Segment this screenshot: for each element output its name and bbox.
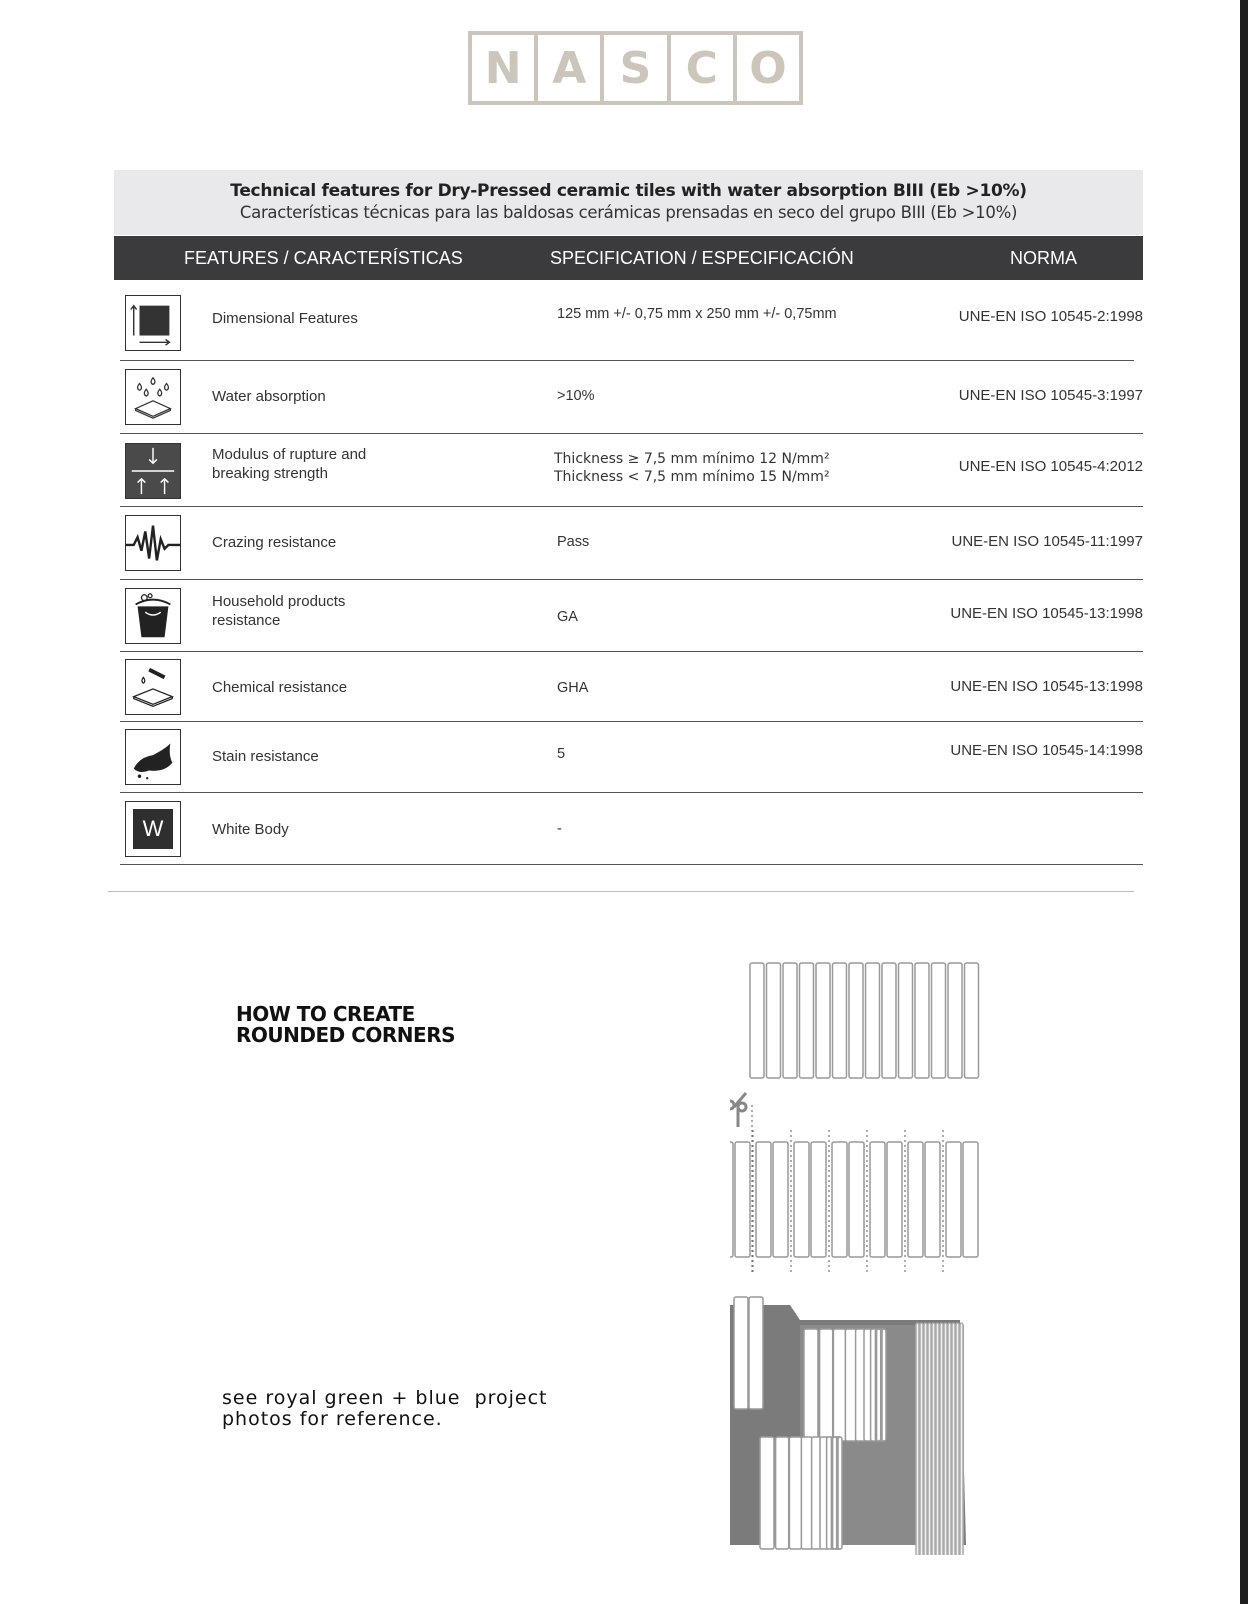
spec-value: GA [557, 609, 578, 625]
strip-tile [816, 963, 830, 1078]
reference-note [222, 1388, 548, 1430]
spec-value: GHA [557, 680, 589, 696]
strip-tile [811, 1142, 826, 1257]
strip-tile [832, 1142, 847, 1257]
strip-tile [794, 1142, 809, 1257]
header-specification: SPECIFICATION / ESPECIFICACIÓN [550, 248, 854, 268]
pressure-arrows-icon [125, 443, 181, 499]
chemical-dropper-icon [125, 659, 181, 715]
howto-heading [236, 1004, 455, 1046]
header-features: FEATURES / CARACTERÍSTICAS [184, 248, 463, 268]
norma-value: UNE-EN ISO 10545-4:2012 [958, 458, 1143, 475]
strip-tile-edge [916, 1323, 919, 1555]
strip-tile-edge [952, 1323, 955, 1555]
header-norma: NORMA [1010, 248, 1077, 268]
norma-value: UNE-EN ISO 10545-11:1997 [951, 533, 1143, 550]
table-row [120, 361, 1143, 434]
norma-value: UNE-EN ISO 10545-2:1998 [958, 308, 1143, 325]
stain-splash-icon [125, 729, 181, 785]
water-drops-icon [125, 369, 181, 425]
strip-tile [965, 963, 979, 1078]
strip-tile-edge [936, 1323, 939, 1555]
strip-tile-edge [944, 1323, 947, 1555]
table-row [120, 793, 1143, 865]
howto-line-1: HOW TO CREATE [236, 1002, 415, 1026]
feature-label: Household products resistance [212, 593, 346, 629]
strip-tile [882, 1329, 886, 1441]
strip-tile [749, 1297, 763, 1409]
strip-tile [849, 963, 863, 1078]
feature-label: Chemical resistance [212, 679, 348, 696]
page-edge-bar [1240, 0, 1248, 1604]
spec-value: 5 [557, 746, 566, 762]
feature-label: Stain resistance [212, 748, 319, 765]
title-spanish: Características técnicas para las baldosas cerámicas prensadas en seco del grupo BIII (Eb >10%) [239, 203, 1018, 222]
spec-value: 125 mm +/- 0,75 mm x 250 mm +/- 0,75mm [557, 306, 837, 322]
strip-tile [899, 963, 913, 1078]
strip-tile-edge [924, 1323, 927, 1555]
norma-value: UNE-EN ISO 10545-3:1997 [958, 387, 1143, 404]
strip-tile [849, 1142, 864, 1257]
strip-tile [866, 963, 880, 1078]
strip-tile [948, 963, 962, 1078]
strip-tile [882, 963, 896, 1078]
spec-value: Thickness < 7,5 mm mínimo 15 N/mm² [554, 469, 830, 485]
strip-tile-edge [960, 1323, 963, 1555]
note-line-2: photos for reference. [222, 1408, 443, 1430]
title-english: Technical features for Dry-Pressed ceramic tiles with water absorption BIII (Eb >10%) [230, 181, 1027, 201]
strip-tile [833, 1437, 837, 1549]
table-row [120, 722, 1143, 793]
strip-tile [760, 1437, 774, 1549]
strip-tile [783, 963, 797, 1078]
table-row [120, 434, 1143, 507]
strip-tile-edge [956, 1323, 959, 1555]
feature-label: Modulus of rupture and breaking strength [212, 446, 367, 482]
strip-tile [804, 1329, 818, 1441]
howto-line-2: ROUNDED CORNERS [236, 1023, 455, 1047]
strip-tile [800, 963, 814, 1078]
note-line-1: see royal green + blue project [222, 1387, 548, 1409]
strip-tile [915, 963, 929, 1078]
spec-value: Thickness ≥ 7,5 mm mínimo 12 N/mm² [554, 451, 830, 467]
feature-label: White Body [212, 821, 289, 838]
spec-value: - [557, 821, 562, 837]
strip-tile [820, 1329, 833, 1441]
feature-label: Water absorption [212, 388, 326, 405]
strip-tile [730, 1142, 733, 1257]
spec-value: >10% [557, 388, 595, 404]
table-row [120, 580, 1143, 652]
strip-tile-edge [928, 1323, 931, 1555]
norma-value: UNE-EN ISO 10545-13:1998 [950, 605, 1143, 622]
strip-tile [789, 1437, 801, 1549]
strip-tile-edge [940, 1323, 943, 1555]
logo-letter: N [484, 42, 522, 94]
strip-tile [773, 1142, 788, 1257]
logo-letter: C [667, 35, 733, 101]
white-body-icon [125, 801, 181, 857]
table-row [120, 284, 1143, 361]
strip-tile [767, 963, 781, 1078]
strip-tile [877, 1329, 881, 1441]
strip-tile [887, 1142, 902, 1257]
strip-tile [833, 963, 847, 1078]
strip-tile-edge [920, 1323, 923, 1555]
strip-tile [963, 1142, 978, 1257]
section-divider [108, 891, 1134, 892]
white-body-letter: W [133, 809, 173, 849]
strip-tile [932, 963, 946, 1078]
strip-tile [908, 1142, 923, 1257]
strip-tile [756, 1142, 771, 1257]
strip-tile [734, 1297, 748, 1409]
strip-tile-edge [948, 1323, 951, 1555]
dimensional-icon [125, 295, 181, 351]
feature-label: Crazing resistance [212, 534, 337, 551]
strip-tile [776, 1437, 789, 1549]
strip-tile-edge [932, 1323, 935, 1555]
spec-value: Pass [557, 534, 590, 550]
table-row [120, 652, 1143, 722]
rounded-corner-illustration [730, 955, 1005, 1555]
bucket-icon [125, 588, 181, 644]
strip-tile [735, 1142, 750, 1257]
norma-value: UNE-EN ISO 10545-14:1998 [950, 742, 1143, 759]
strip-tile [946, 1142, 961, 1257]
norma-value: UNE-EN ISO 10545-13:1998 [950, 678, 1143, 695]
row-divider [120, 864, 1143, 865]
feature-label: Dimensional Features [212, 310, 358, 327]
strip-tile [870, 1142, 885, 1257]
strip-tile [750, 963, 764, 1078]
table-title [114, 170, 1143, 235]
strip-tile [833, 1329, 845, 1441]
logo-letter: S [600, 35, 666, 101]
table-header [114, 236, 1143, 280]
table-row [120, 507, 1143, 580]
strip-tile [925, 1142, 940, 1257]
crazing-wave-icon [125, 515, 181, 571]
logo-letter: O [733, 35, 799, 101]
logo-letter: A [534, 35, 600, 101]
strip-tile [838, 1437, 842, 1549]
nasco-logo [468, 31, 803, 105]
